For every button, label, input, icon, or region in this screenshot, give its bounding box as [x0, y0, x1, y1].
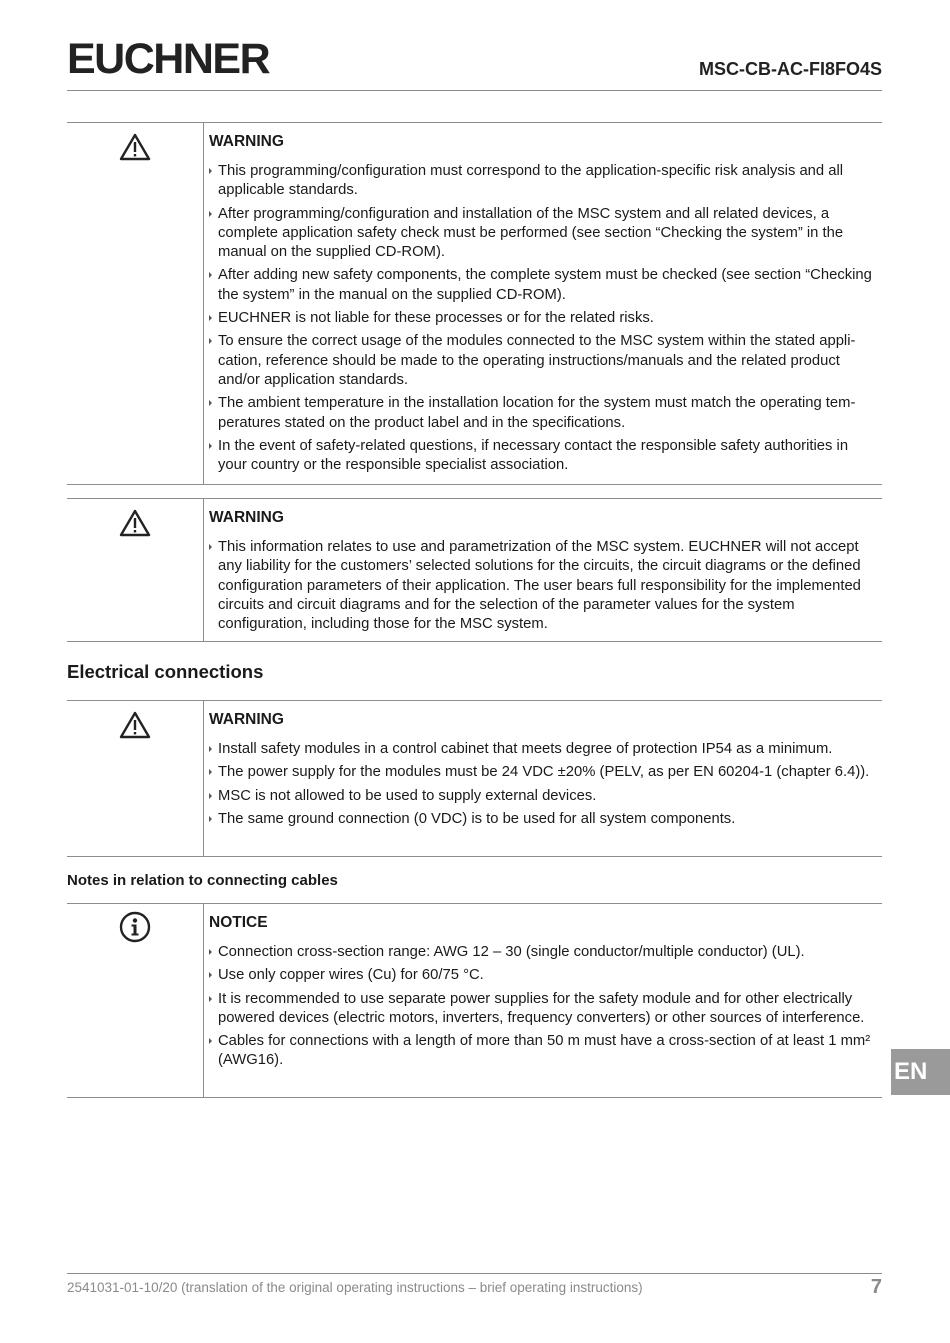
warning-list	[209, 538, 874, 634]
list-item: MSC is not allowed to be used to supply external devices.	[209, 787, 874, 806]
notice-icon-cell	[67, 904, 204, 1097]
warning-title: WARNING	[209, 133, 284, 150]
warning-icon-cell	[67, 123, 204, 484]
warning-text-cell	[204, 499, 882, 641]
list-item: It is recommended to use separate power supplies for the safety module and for other electrically powered devices (electric motors, inverters, frequency converters) or other sources of interference.	[209, 990, 874, 1029]
notice-list	[209, 943, 874, 1071]
list-item: To ensure the correct usage of the modules connected to the MSC system within the stated application, reference should be made to the operating instructions/manuals and the related product and/or application standards.	[209, 332, 874, 390]
footer-divider	[67, 1273, 882, 1274]
warning-title: WARNING	[209, 711, 284, 728]
warning-text-cell	[204, 701, 882, 856]
warning-triangle-icon	[119, 711, 151, 739]
warning-triangle-icon	[119, 133, 151, 161]
language-tab: EN	[891, 1049, 950, 1095]
subsection-heading: Notes in relation to connecting cables	[67, 872, 338, 889]
notice-text-cell	[204, 904, 882, 1097]
warning-title: WARNING	[209, 509, 284, 526]
list-item: Cables for connections with a length of more than 50 m must have a cross-section of at least 1 mm² (AWG16).	[209, 1032, 874, 1071]
list-item: Connection cross-section range: AWG 12 – 30 (single conductor/multiple conductor) (UL).	[209, 943, 874, 962]
list-item: In the event of safety-related questions, if necessary contact the responsible safety authorities in your country or the responsible specialist association.	[209, 437, 874, 476]
warning-block-1	[67, 122, 882, 485]
notice-block	[67, 903, 882, 1098]
list-item: Install safety modules in a control cabinet that meets degree of protection IP54 as a minimum.	[209, 740, 874, 759]
list-item: The ambient temperature in the installation location for the system must match the operating temperatures stated on the product label and in the specifications.	[209, 394, 874, 433]
document-id: MSC-CB-AC-FI8FO4S	[699, 59, 882, 79]
list-item: The same ground connection (0 VDC) is to be used for all system components.	[209, 810, 874, 829]
warning-text-cell	[204, 123, 882, 484]
euchner-logo: EUCHNER	[67, 35, 270, 83]
list-item: This programming/configuration must correspond to the application-specific risk analysis and all applicable standards.	[209, 162, 874, 201]
list-item: EUCHNER is not liable for these processes or for the related risks.	[209, 309, 874, 328]
page-number: 7	[870, 1276, 882, 1298]
footer-text: 2541031-01-10/20 (translation of the original operating instructions – brief operating instructions)	[67, 1280, 643, 1295]
warning-block-3	[67, 700, 882, 857]
header-divider	[67, 90, 882, 91]
list-item: The power supply for the modules must be 24 VDC ±20% (PELV, as per EN 60204-1 (chapter 6.4)).	[209, 763, 874, 782]
list-item: Use only copper wires (Cu) for 60/75 °C.	[209, 966, 874, 985]
notice-title: NOTICE	[209, 914, 268, 931]
section-heading: Electrical connections	[67, 661, 264, 682]
info-icon	[119, 911, 151, 943]
list-item: After programming/configuration and installation of the MSC system and all related devices, a complete application safety check must be performed (see section “Checking the system” in the manual on the supplied CD-ROM).	[209, 205, 874, 263]
warning-triangle-icon	[119, 509, 151, 537]
warning-icon-cell	[67, 499, 204, 641]
list-item: After adding new safety components, the complete system must be checked (see section “Checking the system” in the manual on the supplied CD-ROM).	[209, 266, 874, 305]
warning-icon-cell	[67, 701, 204, 856]
warning-block-2	[67, 498, 882, 642]
warning-list	[209, 162, 874, 475]
list-item: This information relates to use and parametrization of the MSC system. EUCHNER will not accept any liability for the customers’ selected solutions for the circuits, the circuit diagrams or the defined configuration parameters of their application. The user bears full responsibility for the implemented circuits and circuit diagrams and for the selection of the parameter values for the system configuration, including those for the MSC system.	[209, 538, 874, 634]
warning-list	[209, 740, 874, 829]
